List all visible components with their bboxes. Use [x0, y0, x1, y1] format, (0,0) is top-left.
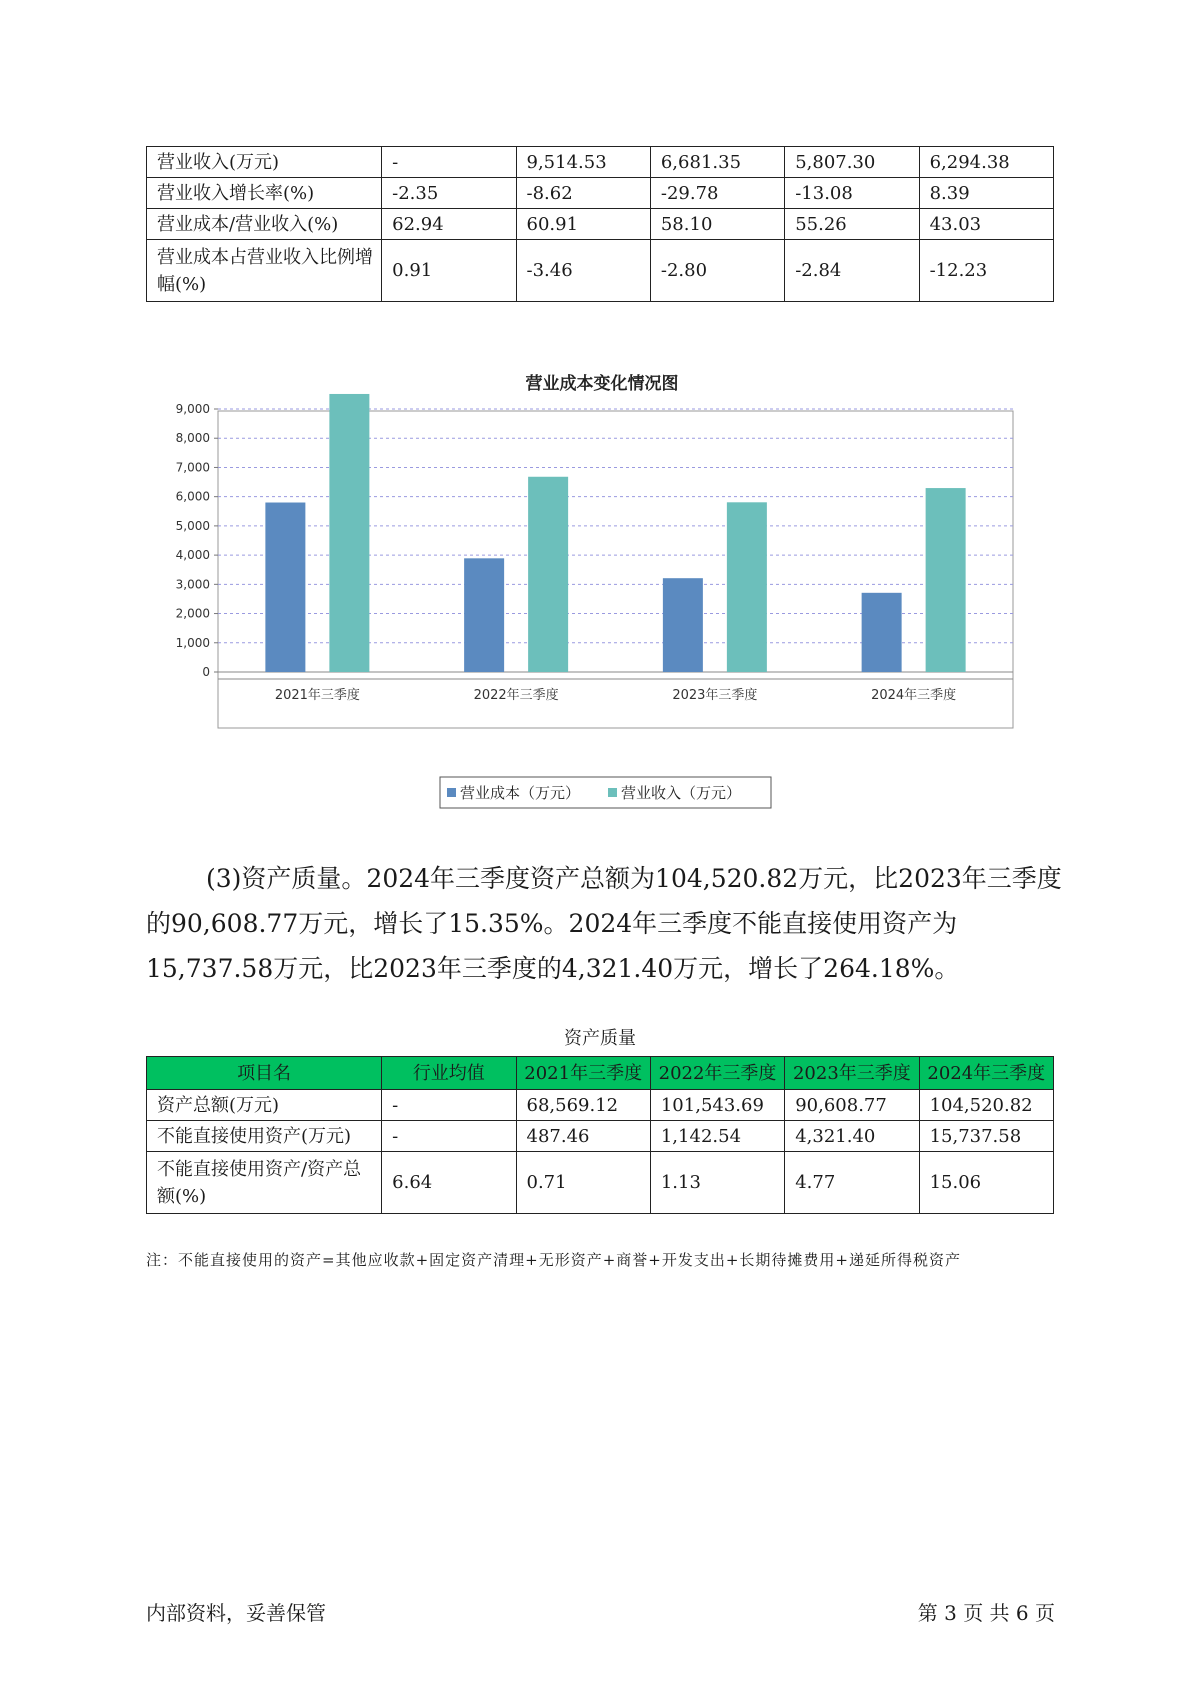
- table-note: 注：不能直接使用的资产=其他应收款+固定资产清理+无形资产+商誉+开发支出+长期待摊费用+递延所得税资产: [146, 1251, 961, 1269]
- table-cell: 9,514.53: [516, 147, 650, 178]
- table-cell: 101,543.69: [650, 1090, 784, 1121]
- asset-quality-table: [146, 1056, 1054, 1214]
- x-tick-label: 2023年三季度: [672, 688, 758, 703]
- x-tick-label: 2024年三季度: [871, 688, 957, 703]
- table-cell: 104,520.82: [919, 1090, 1053, 1121]
- table-cell: -: [382, 1121, 516, 1152]
- table-cell: 4,321.40: [785, 1121, 919, 1152]
- footer-confidential: 内部资料，妥善保管: [146, 1601, 326, 1625]
- x-tick-label: 2021年三季度: [274, 688, 360, 703]
- bar-cost: [265, 503, 305, 672]
- cost-change-chart: [150, 365, 1030, 815]
- y-tick-label: 0: [202, 665, 210, 679]
- column-header: 2024年三季度: [919, 1057, 1053, 1090]
- table-cell: -2.84: [785, 240, 919, 302]
- table-cell: 1,142.54: [650, 1121, 784, 1152]
- column-header: 2022年三季度: [650, 1057, 784, 1090]
- table-row: [147, 1090, 1054, 1121]
- legend-label-revenue: 营业收入（万元）: [621, 784, 742, 802]
- table-cell: -3.46: [516, 240, 650, 302]
- column-header: 2023年三季度: [785, 1057, 919, 1090]
- table-cell: 营业收入增长率(%): [147, 178, 382, 209]
- table-cell: 6,294.38: [919, 147, 1053, 178]
- bar-revenue: [926, 488, 966, 672]
- table-row: [147, 240, 1054, 302]
- y-tick-label: 5,000: [175, 518, 210, 533]
- y-tick-label: 4,000: [175, 548, 210, 563]
- table-cell: 55.26: [785, 209, 919, 240]
- table-cell: -13.08: [785, 178, 919, 209]
- legend: [440, 777, 771, 808]
- table-caption: 资产质量: [564, 1028, 636, 1049]
- table-cell: -: [382, 147, 516, 178]
- legend-swatch-cost: [447, 788, 456, 797]
- table-cell: 90,608.77: [785, 1090, 919, 1121]
- y-tick-label: 1,000: [175, 635, 210, 650]
- table-cell: -29.78: [650, 178, 784, 209]
- table-row: [147, 1121, 1054, 1152]
- table-cell: 资产总额(万元): [147, 1090, 382, 1121]
- table-cell: 5,807.30: [785, 147, 919, 178]
- y-tick-label: 9,000: [175, 402, 210, 416]
- y-tick-label: 7,000: [175, 460, 210, 475]
- chart-title: 营业成本变化情况图: [525, 374, 679, 394]
- table-cell: 营业成本/营业收入(%): [147, 209, 382, 240]
- bar-chart: [150, 365, 1030, 815]
- table-cell: 不能直接使用资产(万元): [147, 1121, 382, 1152]
- column-header: 行业均值: [382, 1057, 516, 1090]
- page-number: 第 3 页 共 6 页: [917, 1601, 1055, 1625]
- table-cell: 0.91: [382, 240, 516, 302]
- operating-metrics-table: [146, 146, 1054, 302]
- asset-quality-paragraph: [146, 856, 1066, 991]
- table-cell: 487.46: [516, 1121, 650, 1152]
- table-cell: 营业收入(万元): [147, 147, 382, 178]
- table-cell: 0.71: [516, 1152, 650, 1214]
- column-header: 项目名: [147, 1057, 382, 1090]
- y-tick-label: 2,000: [175, 606, 210, 621]
- bar-cost: [862, 593, 902, 672]
- bar-cost: [663, 578, 703, 672]
- table-cell: 不能直接使用资产/资产总额(%): [147, 1152, 382, 1214]
- table-cell: -2.80: [650, 240, 784, 302]
- table-cell: 6.64: [382, 1152, 516, 1214]
- table-cell: 8.39: [919, 178, 1053, 209]
- table-cell: -: [382, 1090, 516, 1121]
- x-tick-label: 2022年三季度: [473, 688, 559, 703]
- y-tick-label: 8,000: [175, 431, 210, 446]
- legend-label-cost: 营业成本（万元）: [460, 784, 581, 802]
- column-header: 2021年三季度: [516, 1057, 650, 1090]
- y-tick-label: 3,000: [175, 577, 210, 592]
- table-row: [147, 147, 1054, 178]
- table-cell: 58.10: [650, 209, 784, 240]
- table-cell: 15.06: [919, 1152, 1053, 1214]
- table-cell: 营业成本占营业收入比例增幅(%): [147, 240, 382, 302]
- bar-revenue: [528, 477, 568, 672]
- table-header-row: [147, 1057, 1054, 1090]
- table-cell: 68,569.12: [516, 1090, 650, 1121]
- table-cell: 15,737.58: [919, 1121, 1053, 1152]
- table-cell: -2.35: [382, 178, 516, 209]
- table-cell: 60.91: [516, 209, 650, 240]
- table-cell: 6,681.35: [650, 147, 784, 178]
- bar-revenue: [727, 502, 767, 672]
- paragraph-text: (3)资产质量。2024年三季度资产总额为104,520.82万元，比2023年三季度的90,608.77万元，增长了15.35%。2024年三季度不能直接使用资产为15,737.58万元，比2023年三季度的4,321.40万元，增长了264.18%。: [146, 864, 1062, 983]
- table-cell: 62.94: [382, 209, 516, 240]
- y-tick-label: 6,000: [175, 489, 210, 504]
- bar-revenue: [329, 394, 369, 672]
- table-cell: -12.23: [919, 240, 1053, 302]
- legend-swatch-revenue: [608, 788, 617, 797]
- table-cell: 43.03: [919, 209, 1053, 240]
- table-row: [147, 209, 1054, 240]
- table-row: [147, 1152, 1054, 1214]
- table-cell: 4.77: [785, 1152, 919, 1214]
- table-cell: -8.62: [516, 178, 650, 209]
- table-row: [147, 178, 1054, 209]
- table-cell: 1.13: [650, 1152, 784, 1214]
- bar-cost: [464, 558, 504, 672]
